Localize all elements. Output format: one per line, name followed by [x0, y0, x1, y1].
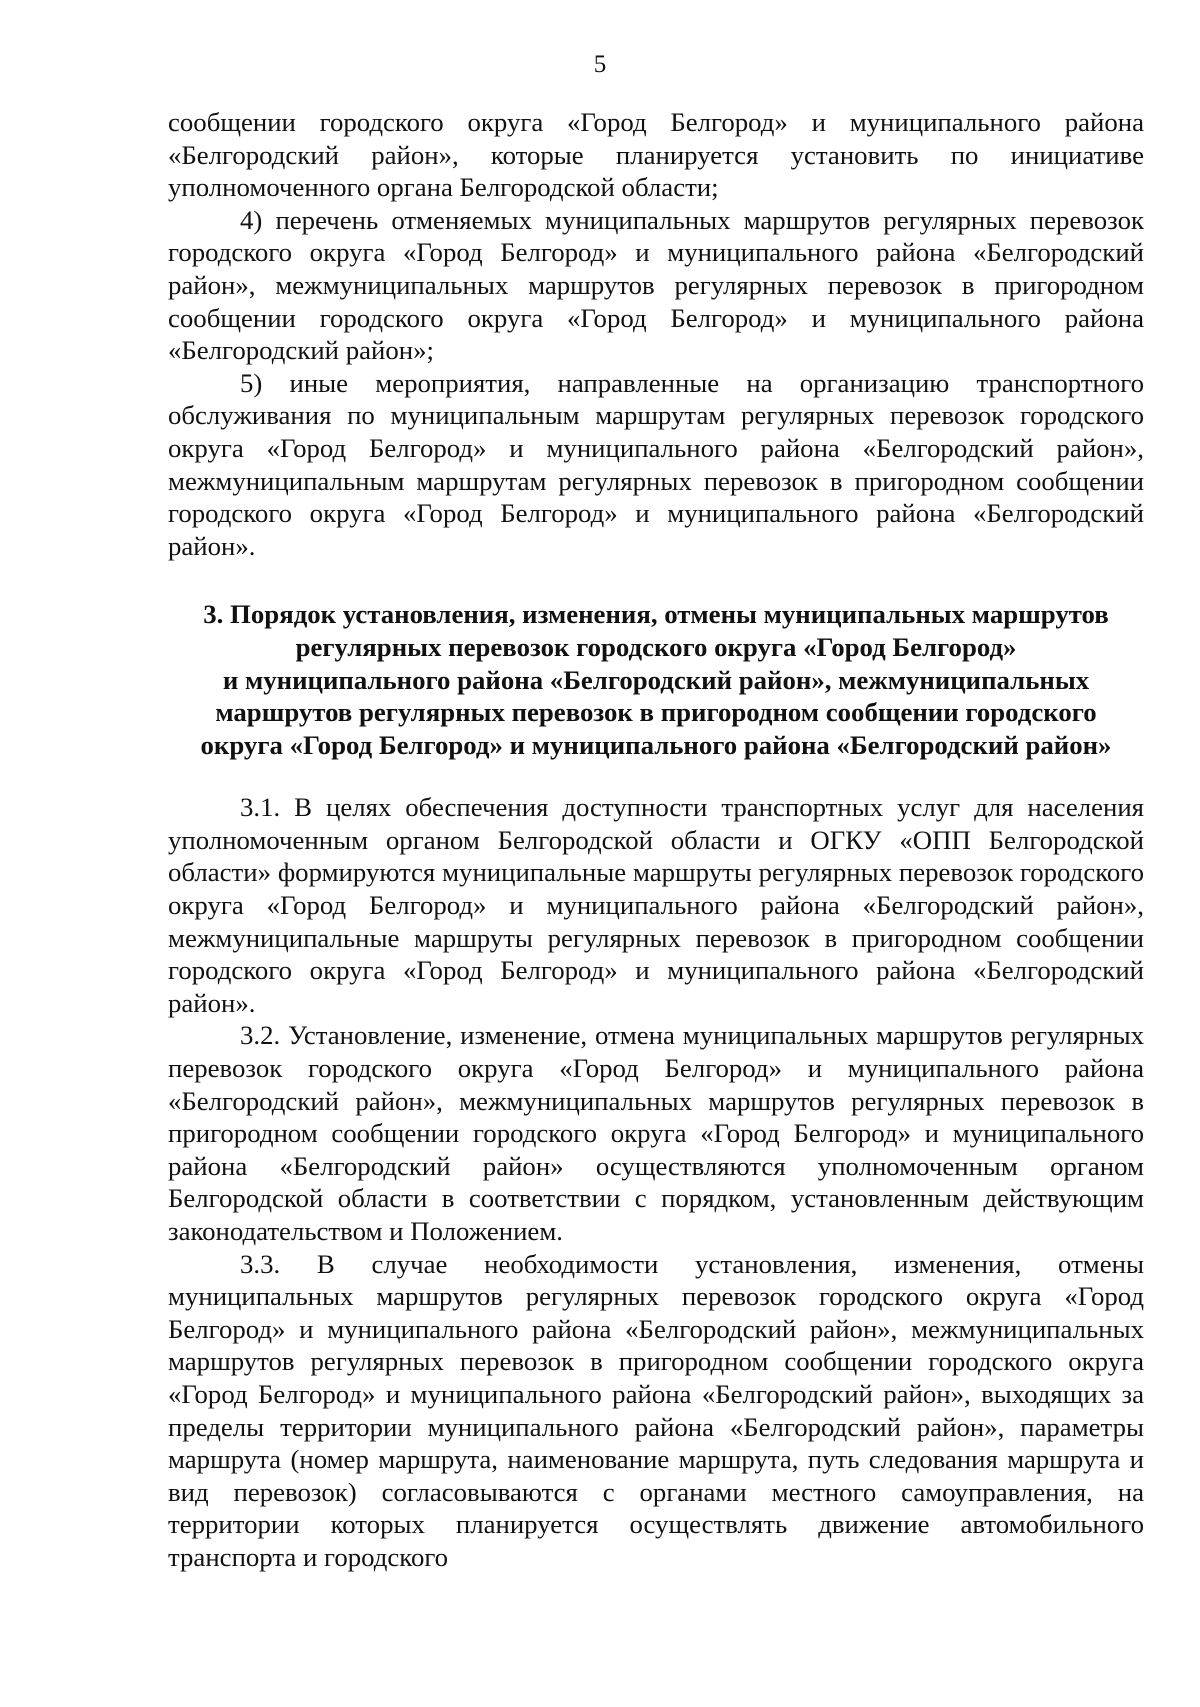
section-heading-line: и муниципального района «Белгородский район», межмуниципальных: [222, 664, 1090, 695]
section-heading-line: регулярных перевозок городского округа «Город Белгород»: [295, 631, 1017, 662]
section-heading-line: 3. Порядок установления, изменения, отмены муниципальных маршрутов: [203, 599, 1109, 630]
paragraph-item-4: 4) перечень отменяемых муниципальных маршрутов регулярных перевозок городского округа «Город Белгород» и муниципального района «Белгородский район», межмуниципальных маршрутов регулярных перевозок в пригородном сообщении городского округа «Город Белгород» и муниципального района «Белгородский район»;: [168, 204, 1144, 366]
paragraph-3-2: 3.2. Установление, изменение, отмена муниципальных маршрутов регулярных перевозок городского округа «Город Белгород» и муниципального района «Белгородский район», межмуниципальных маршрутов регулярных перевозок в пригородном сообщении городского округа «Город Белгород» и муниципального района «Белгородский район» осуществляются уполномоченным органом Белгородской области в соответствии с порядком, установленным действующим законодательством и Положением.: [168, 1020, 1144, 1246]
section-heading: [168, 598, 1144, 761]
paragraph-item-5: 5) иные мероприятия, направленные на организацию транспортного обслуживания по муниципальным маршрутам регулярных перевозок городского округа «Город Белгород» и муниципального района «Белгородский район», межмуниципальным маршрутам регулярных перевозок в пригородном сообщении городского округа «Город Белгород» и муниципального района «Белгородский район».: [168, 367, 1144, 561]
section-heading-line: маршрутов регулярных перевозок в пригородном сообщении городского: [215, 697, 1097, 728]
paragraph-3-1: 3.1. В целях обеспечения доступности транспортных услуг для населения уполномоченным органом Белгородской области и ОГКУ «ОПП Белгородской области» формируются муниципальные маршруты регулярных перевозок городского округа «Город Белгород» и муниципального района «Белгородский район», межмуниципальные маршруты регулярных перевозок в пригородном сообщении городского округа «Город Белгород» и муниципального района «Белгородский район».: [168, 792, 1144, 1018]
paragraph-continuation: сообщении городского округа «Город Белгород» и муниципального района «Белгородский район», которые планируется установить по инициативе уполномоченного органа Белгородской области;: [168, 107, 1144, 203]
document-body: [168, 106, 1144, 1574]
paragraph-3-3: 3.3. В случае необходимости установления, изменения, отмены муниципальных маршрутов регулярных перевозок городского округа «Город Белгород» и муниципального района «Белгородский район», межмуниципальных маршрутов регулярных перевозок в пригородном сообщении городского округа «Город Белгород» и муниципального района «Белгородский район», выходящих за пределы территории муниципального района «Белгородский район», параметры маршрута (номер маршрута, наименование маршрута, путь следования маршрута и вид перевозок) согласовываются с органами местного самоуправления, на территории которых планируется осуществлять движение автомобильного транспорта и городского: [168, 1248, 1144, 1572]
section-heading-line: округа «Город Белгород» и муниципального района «Белгородский район»: [200, 729, 1112, 760]
page-number: 5: [593, 51, 607, 78]
